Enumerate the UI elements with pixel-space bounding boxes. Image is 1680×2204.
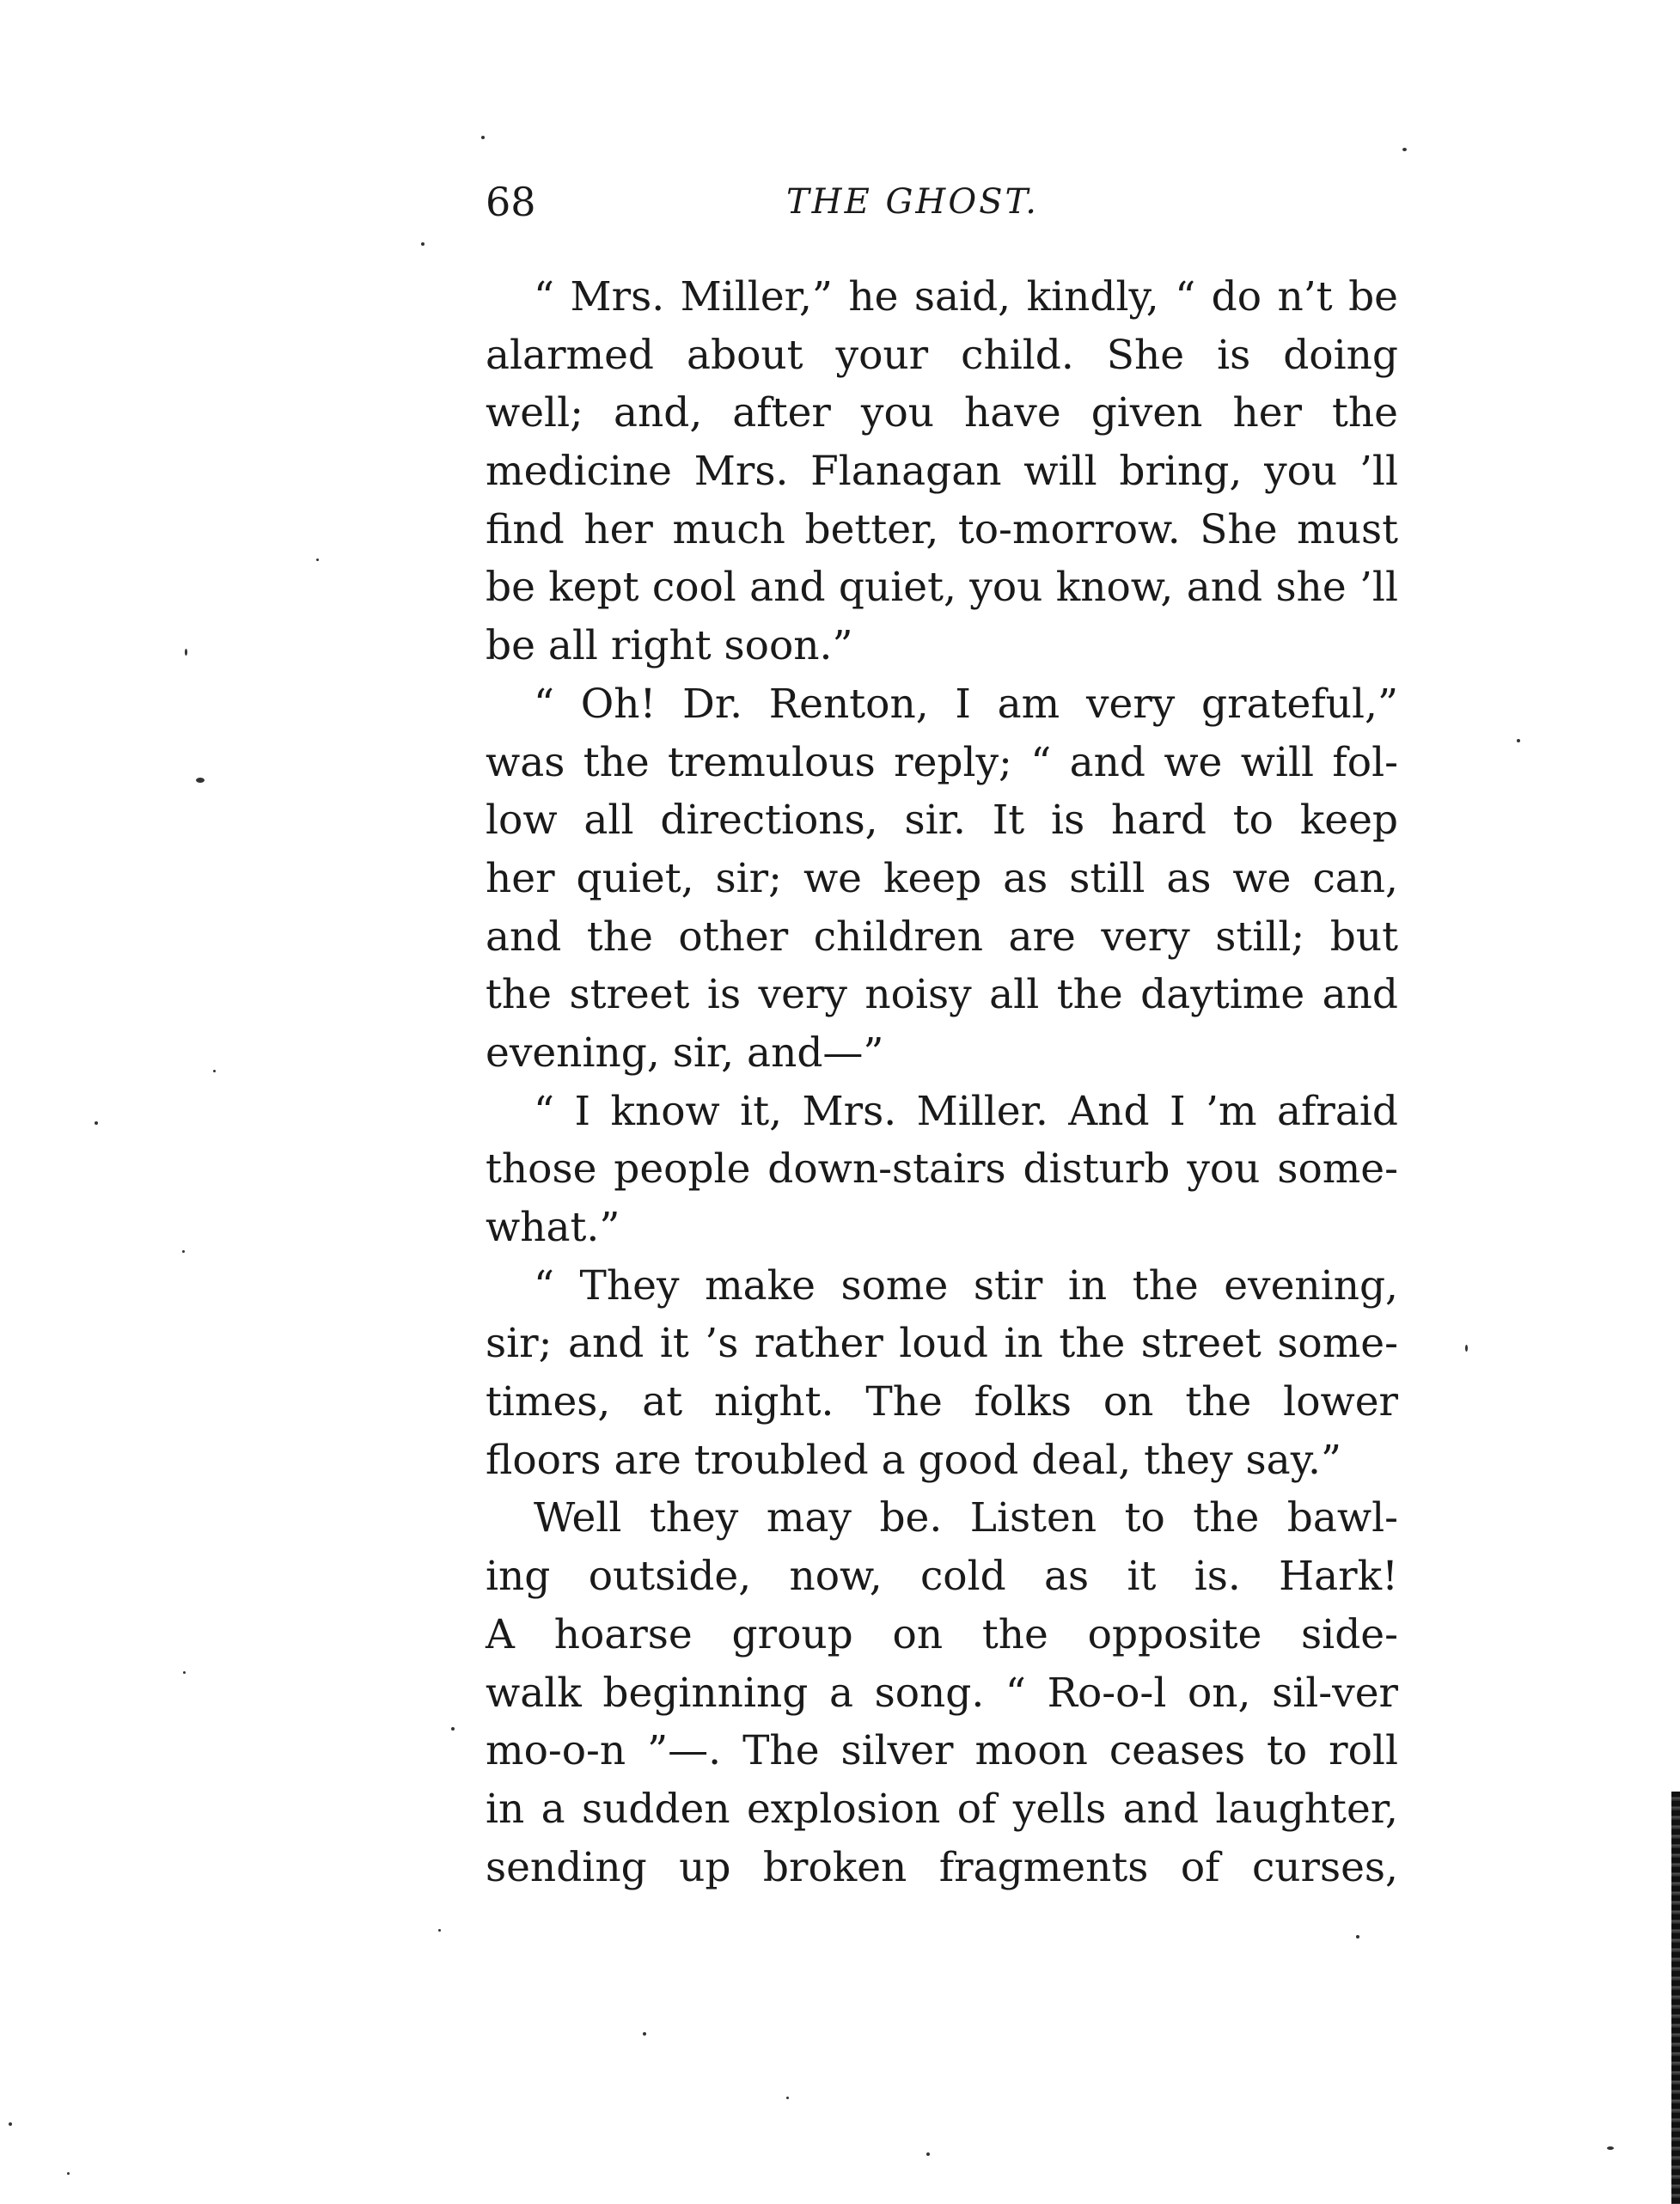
text-line: what.”	[486, 1204, 620, 1251]
scan-speck	[421, 242, 425, 246]
text-line: her quiet, sir; we keep as still as we can,	[486, 854, 1398, 902]
scan-speck	[786, 2097, 789, 2099]
text-line: find her much better, to-morrow. She must	[486, 505, 1398, 553]
scan-speck	[1356, 1935, 1359, 1938]
text-line: be kept cool and quiet, you know, and she ’ll	[486, 564, 1398, 612]
page-edge-shadow	[1671, 1792, 1680, 2204]
scan-speck	[67, 2172, 70, 2175]
text-line: was the tremulous reply; “ and we will fol-	[486, 738, 1398, 786]
text-line: alarmed about your child. She is doing	[486, 331, 1398, 379]
text-line: “ They make some stir in the evening,	[534, 1261, 1398, 1310]
scan-speck	[183, 1671, 186, 1674]
scan-speck	[643, 2032, 646, 2036]
scan-speck	[438, 1929, 441, 1932]
text-line: be all right soon.”	[486, 622, 853, 670]
text-line: and the other children are very still; but	[486, 913, 1398, 961]
text-line: walk beginning a song. “ Ro-o-l on, sil-ver	[486, 1669, 1398, 1717]
text-line: well; and, after you have given her the	[486, 389, 1398, 437]
scan-speck	[95, 1121, 98, 1125]
scan-speck	[451, 1727, 455, 1731]
text-line: floors are troubled a good deal, they say.”	[486, 1436, 1341, 1484]
text-line: “ Oh! Dr. Renton, I am very grateful,”	[534, 680, 1398, 728]
text-line: times, at night. The folks on the lower	[486, 1378, 1398, 1426]
scan-speck	[316, 559, 319, 561]
scan-speck	[1517, 739, 1520, 742]
scan-speck	[182, 1250, 185, 1253]
text-line: Well they may be. Listen to the bawl-	[534, 1494, 1398, 1542]
text-line: “ I know it, Mrs. Miller. And I ’m afraid	[534, 1087, 1398, 1135]
text-line: mo-o-n ”—. The silver moon ceases to roll	[486, 1727, 1398, 1775]
text-line: sending up broken fragments of curses,	[486, 1843, 1398, 1891]
scan-speck	[481, 136, 485, 139]
text-line: sir; and it ’s rather loud in the street some-	[486, 1320, 1398, 1368]
text-line: those people down-stairs disturb you some-	[486, 1145, 1398, 1194]
text-line: evening, sir, and—”	[486, 1029, 884, 1077]
scan-speck	[926, 2152, 930, 2156]
scan-speck	[196, 778, 205, 783]
scan-speck	[1607, 2146, 1614, 2150]
page-number: 68	[486, 179, 536, 225]
scan-speck	[213, 1070, 216, 1072]
text-line: A hoarse group on the opposite side-	[486, 1610, 1398, 1658]
scan-speck	[1465, 1345, 1468, 1352]
page-header	[486, 172, 1396, 232]
scan-speck	[9, 2122, 12, 2126]
body-text	[486, 268, 1398, 1896]
text-line: “ Mrs. Miller,” he said, kindly, “ do n’t be	[534, 273, 1398, 321]
running-title: THE GHOST.	[786, 182, 1040, 222]
text-line: medicine Mrs. Flanagan will bring, you ’ll	[486, 448, 1398, 496]
scan-speck	[1402, 148, 1407, 151]
text-line: the street is very noisy all the daytime and	[486, 971, 1398, 1019]
text-line: ing outside, now, cold as it is. Hark!	[486, 1553, 1398, 1601]
scan-speck	[185, 649, 187, 656]
text-line: low all directions, sir. It is hard to keep	[486, 797, 1398, 845]
text-line: in a sudden explosion of yells and laughter,	[486, 1785, 1398, 1833]
